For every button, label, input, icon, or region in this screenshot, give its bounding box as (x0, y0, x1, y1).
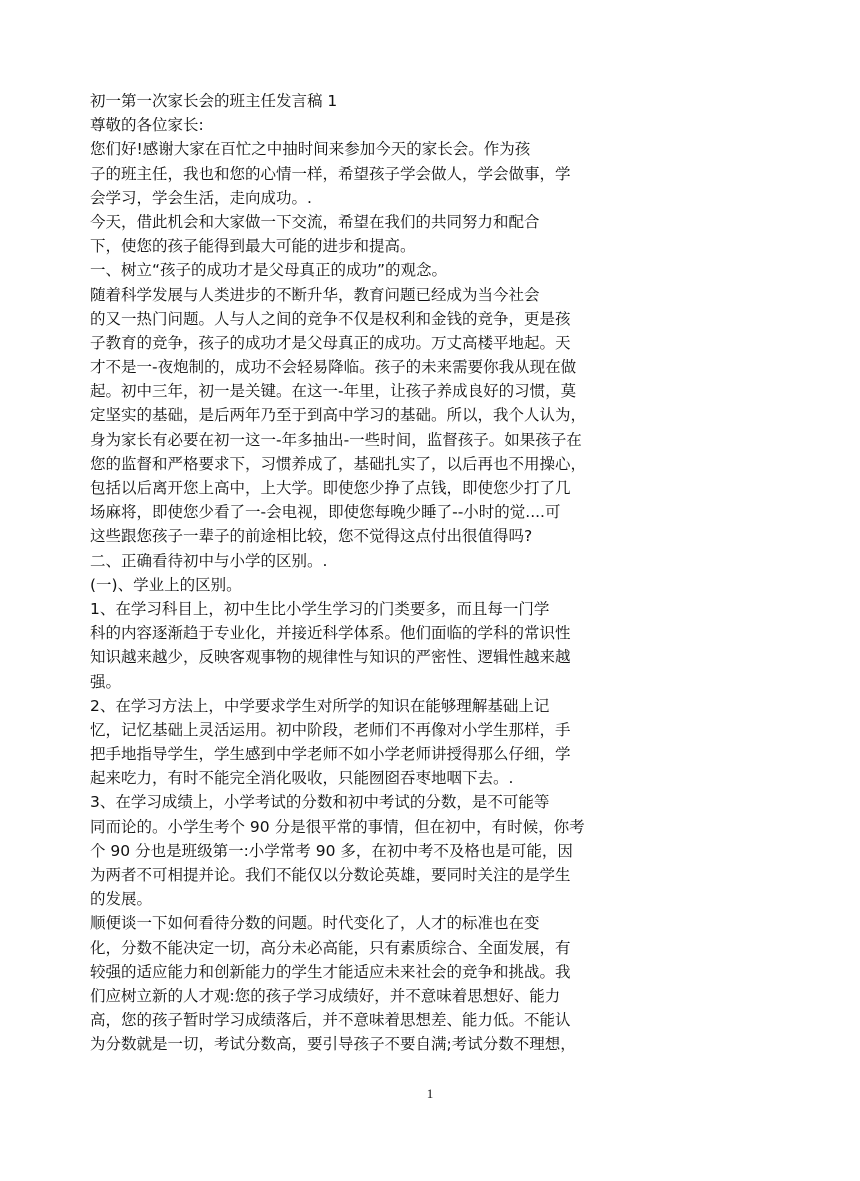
text-line: 起。初中三年，初一是关键。在这一-年里，让孩子养成良好的习惯，莫 (90, 382, 577, 401)
text-line: 1、在学习科目上，初中生比小学生学习的门类要多，而且每一门学 (90, 599, 550, 618)
text-line: 随着科学发展与人类进步的不断升华，教育问题已经成为当今社会 (90, 285, 540, 304)
text-line: 这些跟您孩子一辈子的前途相比较，您不觉得这点付出很值得吗? (90, 527, 533, 546)
text-line: 为两者不可相提并论。我们不能仅以分数论英雄，要同时关注的是学生 (90, 866, 571, 884)
text-line: 强。 (90, 672, 122, 691)
text-line: 尊敬的各位家长: (90, 116, 204, 135)
text-line: 个 90 分也是班级第一:小学常考 90 多，在初中考不及格也是可能，因 (90, 841, 573, 860)
text-line: 今天，借此机会和大家做一下交流，希望在我们的共同努力和配合 (90, 212, 540, 231)
text-line: 定坚实的基础，是后两年乃至于到高中学习的基础。所以，我个人认为， (90, 406, 587, 425)
text-line: 初一第一次家长会的班主任发言稿 1 (90, 92, 338, 110)
text-line: 知识越来越少，反映客观事物的规律性与知识的严密性、逻辑性越来越 (90, 648, 571, 667)
text-line: 子的班主任，我也和您的心情一样，希望孩子学会做人，学会做事，学 (90, 164, 571, 183)
text-line: 较强的适应能力和创新能力的学生才能适应未来社会的竞争和挑战。我 (90, 962, 571, 981)
text-line: 顺便谈一下如何看待分数的问题。时代变化了，人才的标准也在变 (90, 914, 540, 933)
page-number: 1 (426, 1086, 434, 1101)
text-line: (一)、学业上的区别。 (90, 575, 242, 594)
text-line: 二、正确看待初中与小学的区别。. (90, 551, 328, 570)
text-line: 化，分数不能决定一切，高分未必高能，只有素质综合、全面发展，有 (90, 938, 571, 957)
text-line: 忆，记忆基础上灵活运用。初中阶段，老师们不再像对小学生那样，手 (90, 720, 571, 739)
text-line: 子教育的竞争，孩子的成功才是父母真正的成功。万丈高楼平地起。天 (90, 333, 571, 352)
text-line: 您的监督和严格要求下，习惯养成了，基础扎实了，以后再也不用操心， (90, 454, 587, 473)
text-line: 一、树立“孩子的成功才是父母真正的成功”的观念。 (90, 261, 448, 280)
text-line: 2、在学习方法上，中学要求学生对所学的知识在能够理解基础上记 (90, 696, 550, 715)
text-line: 把手地指导学生，学生感到中学老师不如小学老师讲授得那么仔细，学 (90, 745, 571, 764)
document-body (90, 89, 630, 1057)
text-line: 科的内容逐渐趋于专业化，并接近科学体系。他们面临的学科的常识性 (90, 624, 571, 643)
text-line: 起来吃力，有时不能完全消化吸收，只能囫囵吞枣地咽下去。. (90, 769, 514, 788)
text-line: 的又一热门问题。人与人之间的竞争不仅是权利和金钱的竞争，更是孩 (90, 309, 571, 328)
text-line: 您们好!感谢大家在百忙之中抽时间来参加今天的家长会。作为孩 (90, 140, 531, 159)
text-line: 们应树立新的人才观:您的孩子学习成绩好，并不意味着思想好、能力 (90, 986, 561, 1005)
text-line: 为分数就是一切，考试分数高，要引导孩子不要自满;考试分数不理想， (90, 1035, 576, 1054)
text-line: 才不是一-夜炮制的，成功不会轻易降临。孩子的未来需要你我从现在做 (90, 358, 577, 377)
text-line: 下，使您的孩子能得到最大可能的进步和提高。 (90, 237, 416, 256)
text-line: 包括以后离开您上高中，上大学。即使您少挣了点钱，即使您少打了几 (90, 479, 571, 497)
text-line: 3、在学习成绩上，小学考试的分数和初中考试的分数，是不可能等 (90, 793, 550, 812)
text-line: 身为家长有必要在初一这一-年多抽出-一些时间，监督孩子。如果孩子在 (90, 430, 582, 449)
text-line: 会学习，学会生活，走向成功。. (90, 188, 312, 207)
text-line: 同而论的。小学生考个 90 分是很平常的事情，但在初中，有时候，你考 (90, 817, 585, 836)
text-line: 高，您的孩子暂时学习成绩落后，并不意味着思想差、能力低。不能认 (90, 1011, 571, 1030)
text-line: 的发展。 (90, 890, 153, 909)
text-line: 场麻将，即使您少看了一-会电视，即使您每晚少睡了--小时的觉....可 (90, 503, 561, 522)
